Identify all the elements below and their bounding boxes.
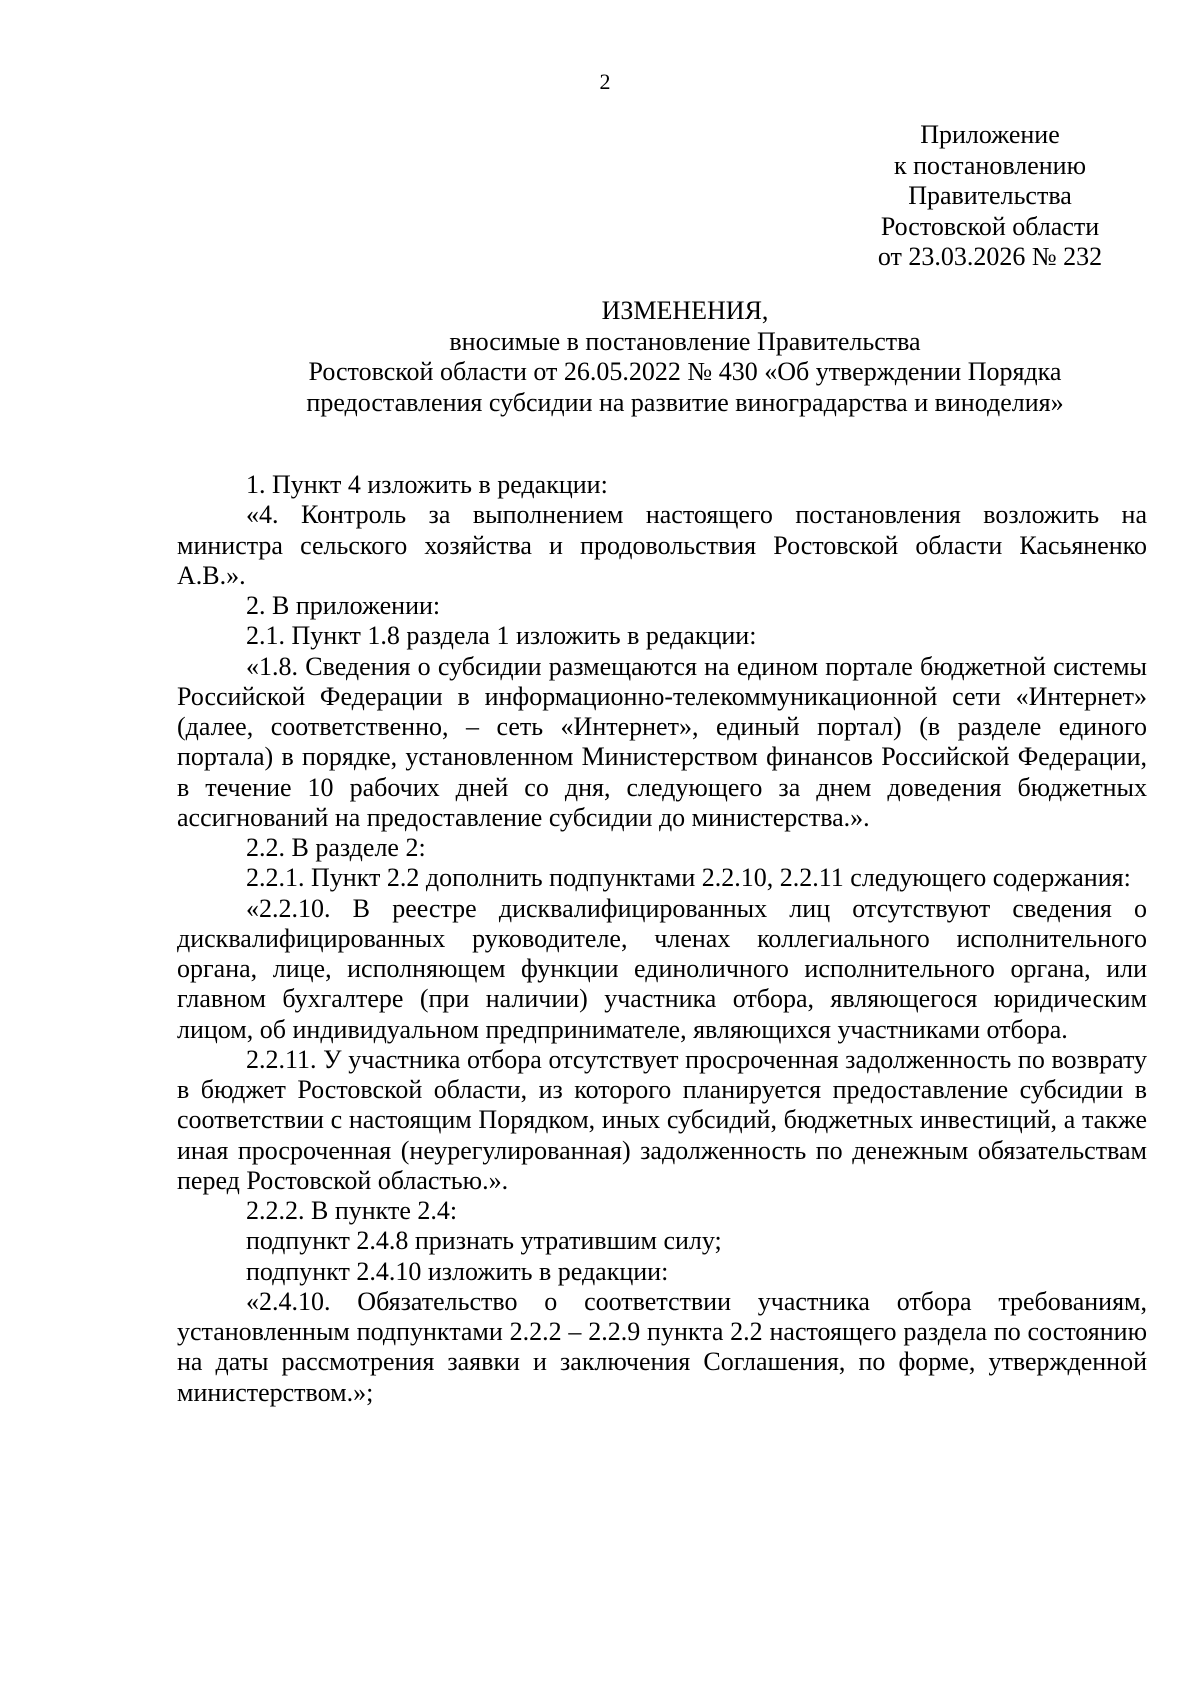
- paragraph: подпункт 2.4.8 признать утратившим силу;: [246, 1226, 722, 1256]
- paragraph: 2.2.11. У участника отбора отсутствует просроченная задолженность по возврату в бюджет Ростовской области, из которого планируется предоставление субсидии в соответствии с настоящим Порядком, иных субсидий, бюджетных инвестиций, а также иная просроченная (неурегулированная) задолженность по денежным обязательствам перед Ростовской областью.».: [177, 1044, 1147, 1195]
- paragraph: 1. Пункт 4 изложить в редакции:: [246, 470, 608, 499]
- appendix-line: Правительства: [908, 181, 1072, 210]
- page-number: 2: [599, 69, 611, 94]
- appendix-date-number: от 23.03.2026 № 232: [877, 242, 1103, 271]
- appendix-line: к постановлению: [893, 150, 1087, 180]
- title-line: предоставления субсидии на развитие виноградарства и виноделия»: [306, 387, 1064, 417]
- appendix-line: Приложение: [920, 120, 1060, 149]
- paragraph: «4. Контроль за выполнением настоящего постановления возложить на министра сельского хозяйства и продовольствия Ростовской области Касьяненко А.В.».: [177, 500, 1147, 590]
- paragraph: «1.8. Сведения о субсидии размещаются на едином портале бюджетной системы Российской Федерации в информационно-телекоммуникационной сети «Интернет» (далее, соответственно, – сеть «Интернет», единый портал) (в разделе единого портала) в порядке, установленном Министерством финансов Российской Федерации, в течение 10 рабочих дней со дня, следующего за днем доведения бюджетных ассигнований на предоставление субсидии до министерства.».: [177, 651, 1147, 832]
- paragraph: 2.2.1. Пункт 2.2 дополнить подпунктами 2.2.10, 2.2.11 следующего содержания:: [246, 863, 1131, 893]
- document-title: [160, 296, 1200, 418]
- paragraph: 2.2. В разделе 2:: [246, 833, 426, 862]
- paragraph: 2. В приложении:: [246, 591, 441, 620]
- paragraph: подпункт 2.4.10 изложить в редакции:: [246, 1256, 669, 1286]
- paragraph: «2.2.10. В реестре дисквалифицированных лиц отсутствуют сведения о дисквалифицированных руководителе, членах коллегиального исполнительного органа, лице, исполняющем функции единоличного исполнительного органа, или главном бухгалтере (при наличии) участника отбора, являющегося юридическим лицом, об индивидуальном предпринимателе, являющихся участниками отбора.: [177, 893, 1147, 1044]
- title-heading: ИЗМЕНЕНИЯ,: [601, 296, 769, 325]
- appendix-line: Ростовской области: [880, 211, 1100, 241]
- title-line: Ростовской области от 26.05.2022 № 430 «Об утверждении Порядка: [308, 357, 1062, 386]
- title-line: вносимые в постановление Правительства: [449, 326, 921, 356]
- paragraph: «2.4.10. Обязательство о соответствии участника отбора требованиям, установленным подпунктами 2.2.2 – 2.2.9 пункта 2.2 настоящего раздела по состоянию на даты рассмотрения заявки и заключения Соглашения, по форме, утвержденной министерством.»;: [177, 1286, 1147, 1407]
- paragraph: 2.1. Пункт 1.8 раздела 1 изложить в редакции:: [246, 621, 757, 651]
- paragraph: 2.2.2. В пункте 2.4:: [246, 1196, 458, 1225]
- document-body: [177, 470, 1147, 1408]
- appendix-block: [800, 120, 1180, 273]
